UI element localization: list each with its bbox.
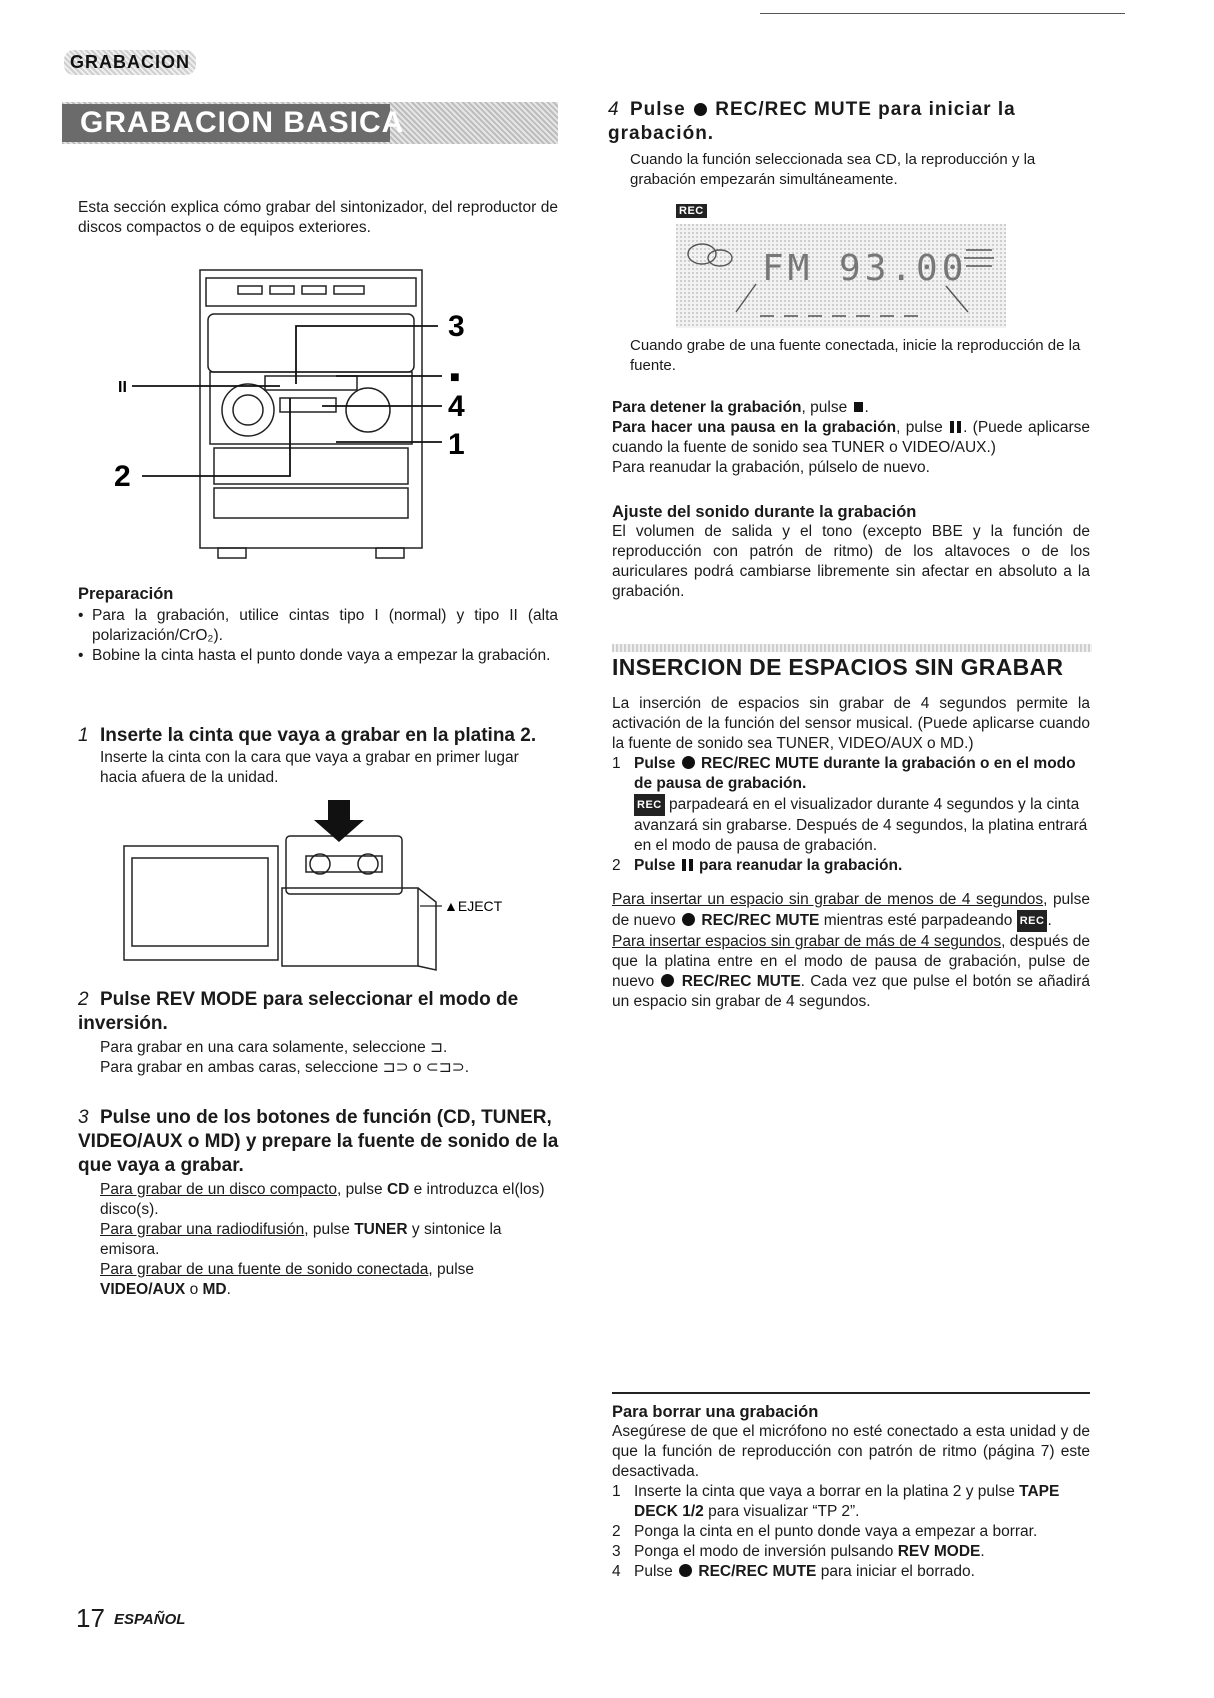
step-3-item-text: , pulse — [336, 1181, 387, 1198]
record-dot-icon — [682, 913, 695, 926]
step-2-line-2: Para grabar en ambas caras, seleccione ⊐⊃ o ⊂⊐⊃. — [100, 1059, 470, 1076]
erase-intro: Asegúrese de que el micrófono no esté conectado a esta unidad y de que la función de reproducción con patrón de ritmo (página 7) este desactivada. — [612, 1423, 1090, 1480]
pause-text: , pulse — [896, 419, 949, 436]
top-rule — [760, 13, 1125, 14]
callout-pause: II — [118, 379, 127, 396]
section-2-title: INSERCION DE ESPACIOS SIN GRABAR — [612, 654, 1064, 680]
section-2-steps — [612, 754, 1090, 876]
pause-icon — [682, 859, 693, 871]
less-text: , pulse de nuevo — [612, 891, 1090, 929]
key-label: REC/REC MUTE — [694, 1563, 817, 1580]
erase-step-text: Ponga la cinta en el punto donde vaya a empezar a borrar. — [634, 1523, 1038, 1540]
cassette-reel-right — [358, 854, 378, 874]
display-illustration — [676, 202, 707, 220]
pause-line: Para hacer una pausa en la grabación, pulse . (Puede aplicarse cuando la fuente de sonido sea TUNER o VIDEO/AUX.) — [612, 419, 1090, 456]
stop-pause-block — [612, 398, 1090, 478]
erase-step — [612, 1482, 1090, 1522]
section-2-step — [612, 754, 1090, 856]
step-3-item-text: o — [185, 1281, 203, 1298]
erase-step — [612, 1562, 1090, 1582]
preparation-bullet: • Bobine la cinta hasta el punto donde vaya a empezar la grabación. — [78, 646, 558, 666]
unit-top-button — [238, 286, 262, 294]
step-4-heading — [608, 98, 1090, 146]
step-number: 4 — [612, 1563, 621, 1580]
erase-step — [612, 1522, 1090, 1542]
step-3-item — [78, 1220, 560, 1260]
section-2-step — [612, 856, 1090, 876]
step-4-after: Cuando grabe de una fuente conectada, inicie la reproducción de la fuente. — [630, 337, 1081, 374]
cassette — [286, 836, 402, 894]
less-end: . — [1047, 912, 1052, 929]
display-window — [265, 376, 357, 390]
step-1-title: Inserte la cinta que vaya a grabar en la platina 2. — [100, 725, 537, 746]
page-banner — [62, 102, 558, 144]
section-tag: GRABACION — [64, 50, 196, 75]
preparation-title: Preparación — [78, 585, 174, 603]
rec-indicator: REC — [1017, 910, 1048, 932]
section-2-step-1-body: parpadeará en el visualizador durante 4 segundos y la cinta avanzará sin grabarse. Después de 4 segundos, la platina entrará en el modo de pausa de grabación. — [634, 796, 1088, 854]
adjust-title: Ajuste del sonido durante la grabación — [612, 503, 917, 521]
erase-step-text: Ponga el modo de inversión pulsando — [634, 1543, 898, 1560]
less-than-4s-link: Para insertar un espacio sin grabar de menos de 4 segundos — [612, 891, 1044, 908]
step-number: 1 — [612, 1483, 621, 1500]
cd-door — [208, 314, 414, 372]
unit-top-button — [302, 286, 326, 294]
step-number: 3 — [612, 1543, 621, 1560]
erase-step — [612, 1542, 1090, 1562]
callout-1: 1 — [448, 428, 465, 461]
unit-foot-right — [376, 548, 404, 558]
step-number: 1 — [612, 755, 621, 772]
step-number: 4 — [608, 99, 620, 120]
step-2-line-1: Para grabar en una cara solamente, seleccione ⊐. — [100, 1039, 448, 1056]
key-label: REC/REC MUTE — [681, 973, 801, 990]
section-2-step-2-pre: Pulse — [634, 857, 680, 874]
step-number: 3 — [78, 1107, 89, 1128]
more-text: , después de que la platina entre en el modo de pausa de grabación, pulse de nuevo — [612, 933, 1090, 990]
volume-knob — [346, 388, 390, 432]
callout-3: 3 — [448, 310, 465, 343]
section-2-body — [612, 694, 1090, 1012]
key-label: MD — [202, 1281, 227, 1298]
stop-label: Para detener la grabación — [612, 399, 802, 416]
rec-indicator: REC — [634, 794, 665, 816]
display-panel — [676, 224, 1006, 328]
more-text: . Cada vez que pulse el botón se añadirá un espacio sin grabar de 4 segundos. — [612, 973, 1090, 1010]
callout-2: 2 — [114, 460, 131, 493]
tape-deck-1 — [214, 448, 408, 484]
step-3-item — [78, 1180, 560, 1220]
step-3-item-link: Para grabar de un disco compacto — [100, 1181, 337, 1198]
unit-top-button — [270, 286, 294, 294]
key-label: REV MODE — [897, 1543, 981, 1560]
more-than-4s-link: Para insertar espacios sin grabar de más de 4 segundos — [612, 933, 1002, 950]
step-2-title: Pulse REV MODE para seleccionar el modo de inversión. — [78, 989, 519, 1034]
step-number: 2 — [78, 989, 89, 1010]
deck-panel-inner — [132, 858, 268, 946]
step-4-title: REC/REC MUTE para iniciar la grabación. — [608, 99, 1016, 144]
left-knob — [222, 384, 274, 436]
less-than-4s — [612, 890, 1090, 932]
step-4-body: Cuando la función seleccionada sea CD, la reproducción y la grabación empezarán simultáneamente. — [630, 151, 1036, 188]
adjust-body: El volumen de salida y el tono (excepto BBE y la función de reproducción con patrón de ritmo) de los altavoces o de los auriculares podrá cambiarse libremente sin afectar en absoluto a la grabación. — [612, 523, 1090, 600]
erase-steps — [612, 1482, 1090, 1582]
pause-label: Para hacer una pausa en la grabación — [612, 419, 897, 436]
less-text: mientras esté parpadeando — [819, 912, 1017, 929]
rec-indicator: REC — [676, 204, 707, 218]
step-4 — [608, 98, 1090, 190]
callout-4: 4 — [448, 390, 465, 423]
step-number: 2 — [612, 1523, 621, 1540]
deck-panel-left — [124, 846, 278, 960]
section-2-step-1-title: REC/REC MUTE durante la grabación o en el modo de pausa de grabación. — [634, 755, 1076, 792]
page-title: GRABACION BASICA — [80, 106, 405, 139]
step-3-item — [78, 1260, 560, 1300]
step-1-body: Inserte la cinta con la cara que vaya a grabar en primer lugar hacia afuera de la unidad. — [100, 749, 519, 786]
erase-step-text: para visualizar “TP 2”. — [703, 1503, 860, 1520]
step-3-item-text: . — [226, 1281, 231, 1298]
key-label: TUNER — [354, 1221, 408, 1238]
page-number: 17 — [76, 1603, 105, 1633]
function-buttons — [280, 398, 336, 412]
preparation-bullet: • Para la grabación, utilice cintas tipo I (normal) y tipo II (alta polarización/CrO₂). — [78, 606, 558, 646]
unit-top-button — [334, 286, 364, 294]
intro-paragraph: Esta sección explica cómo grabar del sintonizador, del reproductor de discos compactos o de equipos exteriores. — [78, 199, 558, 236]
preparation-list — [78, 606, 558, 666]
key-label: REC/REC MUTE — [701, 912, 820, 929]
more-than-4s — [612, 932, 1090, 1012]
step-1 — [78, 724, 560, 788]
deck-door — [282, 888, 418, 966]
step-3-item-text: , pulse — [304, 1221, 355, 1238]
erase-step-text: Pulse — [634, 1563, 678, 1580]
callout-stop: ■ — [450, 369, 460, 386]
step-number: 1 — [78, 725, 89, 746]
record-dot-icon — [682, 756, 695, 769]
erase-step-text: para iniciar el borrado. — [816, 1563, 975, 1580]
pause-icon — [950, 421, 961, 433]
section-2-intro: La inserción de espacios sin grabar de 4 segundos permite la activación de la función del sensor musical. (Puede aplicarse cuando la fuente de sonido sea TUNER, VIDEO/AUX o MD.) — [612, 695, 1090, 752]
stop-text: , pulse — [801, 399, 852, 416]
left-knob-inner — [233, 395, 263, 425]
callout-line-2 — [142, 398, 290, 476]
step-number: 2 — [612, 857, 621, 874]
key-label: VIDEO/AUX — [100, 1281, 186, 1298]
section-2-step-1-pre: Pulse — [634, 755, 680, 772]
key-label: CD — [386, 1181, 410, 1198]
control-panel — [210, 372, 412, 444]
step-3 — [78, 1106, 560, 1300]
step-3-item-text: y sintonice la emisora. — [100, 1221, 502, 1258]
deck-door-side — [418, 888, 436, 970]
step-3-item-text: e introduzca el(los) disco(s). — [100, 1181, 545, 1218]
stop-line: Para detener la grabación, pulse . — [612, 399, 869, 416]
cassette-window — [306, 856, 382, 872]
record-dot-icon — [661, 974, 674, 987]
preparation-block — [78, 584, 558, 666]
cassette-reel-left — [310, 854, 330, 874]
unit-foot-left — [218, 548, 246, 558]
stop-icon — [854, 402, 863, 412]
section-2-step-2-title: para reanudar la grabación. — [694, 857, 903, 874]
record-dot-icon — [679, 1564, 692, 1577]
step-3-item-text: , pulse — [428, 1261, 475, 1278]
erase-block — [612, 1402, 1090, 1582]
step-3-heading — [78, 1106, 560, 1178]
unit-illustration — [100, 268, 520, 568]
step-4-title-pre: Pulse — [630, 99, 692, 120]
eject-label: ▲EJECT — [444, 898, 503, 914]
key-label: TAPE DECK 1/2 — [634, 1483, 1060, 1520]
erase-step-text: Inserte la cinta que vaya a borrar en la platina 2 y pulse — [634, 1483, 1020, 1500]
step-3-item-link: Para grabar de una fuente de sonido conectada — [100, 1261, 429, 1278]
tape-deck-2 — [214, 488, 408, 518]
erase-title: Para borrar una grabación — [612, 1403, 819, 1421]
pause-note: (Puede aplicarse cuando la fuente de sonido sea TUNER o VIDEO/AUX.) — [612, 419, 1090, 456]
step-2-heading — [78, 988, 560, 1036]
page-language: ESPAÑOL — [114, 1611, 186, 1628]
step-1-heading — [78, 724, 560, 748]
step-3-item-link: Para grabar una radiodifusión — [100, 1221, 305, 1238]
deck-illustration — [118, 800, 538, 980]
step-2 — [78, 988, 560, 1078]
resume-line: Para reanudar la grabación, púlselo de nuevo. — [612, 459, 930, 476]
erase-step-text: . — [980, 1543, 985, 1560]
adjust-block — [612, 502, 1090, 602]
record-dot-icon — [694, 103, 707, 116]
step-3-title: Pulse uno de los botones de función (CD, TUNER, VIDEO/AUX o MD) y prepare la fuente de sonido de la que vaya a grabar. — [78, 1107, 559, 1176]
display-frequency: FM 93.00 — [762, 248, 968, 289]
section-2-rule — [612, 644, 1092, 652]
erase-rule — [612, 1392, 1090, 1394]
